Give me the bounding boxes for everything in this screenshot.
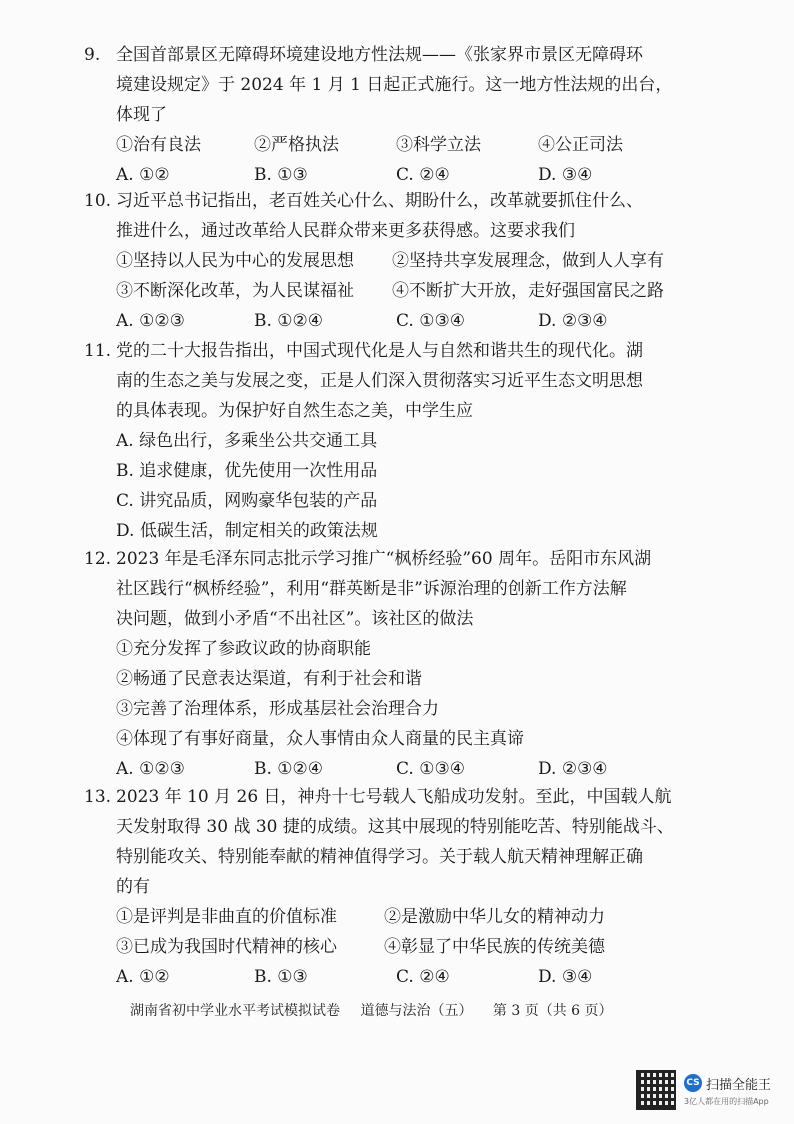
question-stem-line: 决问题，做到小矛盾“不出社区”。该社区的做法 — [116, 609, 474, 629]
choice-b: B. ①③ — [254, 967, 308, 987]
statement: ④彰显了中华民族的传统美德 — [384, 937, 605, 957]
statement: ②坚持共享发展理念，做到人人享有 — [392, 251, 664, 271]
choice-c: C. 讲究品质，网购豪华包装的产品 — [116, 491, 378, 511]
statement: ①坚持以人民为中心的发展思想 — [116, 251, 354, 271]
statement-row — [84, 130, 724, 160]
statement-row — [84, 902, 724, 932]
question-stem-line: 特别能攻关、特别能奉献的精神值得学习。关于载人航天精神理解正确 — [116, 847, 643, 867]
choice-a: A. 绿色出行，多乘坐公共交通工具 — [116, 431, 378, 451]
question-stem-line: 2023 年是毛泽东同志批示学习推广“枫桥经验”60 周年。岳阳市东风湖 — [116, 549, 652, 569]
statement: ④体现了有事好商量，众人事情由众人商量的民主真谛 — [116, 729, 524, 749]
question-number: 10. — [84, 191, 112, 211]
question-number: 9. — [84, 45, 101, 65]
statement: ③科学立法 — [396, 135, 481, 155]
question-stem-line: 天发射取得 30 战 30 捷的成绩。这其中展现的特别能吃苦、特别能战斗、 — [116, 817, 674, 837]
question-stem-line: 的具体表现。为保护好自然生态之美，中学生应 — [116, 401, 473, 421]
page-footer — [130, 1000, 690, 1020]
question-number: 12. — [84, 549, 112, 569]
choice-b: B. ①②④ — [254, 311, 324, 331]
choice-a: A. ①② — [116, 165, 170, 185]
choice-d: D. ②③④ — [538, 759, 608, 779]
question-10 — [84, 186, 724, 336]
statement-row — [84, 276, 724, 306]
question-stem-line: 的有 — [116, 877, 150, 897]
question-stem-line: 推进什么，通过改革给人民群众带来更多获得感。这要求我们 — [116, 221, 575, 241]
page-number: 第 3 页（共 6 页） — [492, 1003, 613, 1019]
scanner-tagline: 3亿人都在用的扫描App — [684, 1097, 769, 1106]
question-stem-line: 境建设规定》于 2024 年 1 月 1 日起正式施行。这一地方性法规的出台， — [116, 75, 673, 95]
choice-a: A. ①② — [116, 967, 170, 987]
camscanner-logo-icon: CS — [684, 1074, 702, 1092]
exam-title: 湖南省初中学业水平考试模拟试卷 — [130, 1003, 340, 1019]
question-stem-line: 社区践行“枫桥经验”，利用“群英断是非”诉源治理的创新工作方法解 — [116, 579, 627, 599]
question-stem-line: 体现了 — [116, 105, 167, 125]
question-9 — [84, 40, 724, 190]
statement-row — [84, 932, 724, 962]
statement: ①是评判是非曲直的价值标准 — [116, 907, 337, 927]
statement: ②严格执法 — [254, 135, 339, 155]
choice-c: C. ②④ — [396, 967, 450, 987]
choice-d: D. ③④ — [538, 165, 593, 185]
choice-d: D. ②③④ — [538, 311, 608, 331]
question-stem-line: 全国首部景区无障碍环境建设地方性法规——《张家界市景区无障碍环 — [116, 45, 643, 65]
question-stem-line: 2023 年 10 月 26 日，神舟十七号载人飞船成功发射。至此，中国载人航 — [116, 787, 672, 807]
choice-b: B. ①③ — [254, 165, 308, 185]
choice-c: C. ①③④ — [396, 311, 465, 331]
statement: ④公正司法 — [538, 135, 623, 155]
statement: ③不断深化改革，为人民谋福祉 — [116, 281, 354, 301]
statement: ②畅通了民意表达渠道，有利于社会和谐 — [116, 669, 422, 689]
statement: ③完善了治理体系，形成基层社会治理合力 — [116, 699, 439, 719]
scanner-watermark — [636, 1070, 786, 1114]
choice-a: A. ①②③ — [116, 311, 185, 331]
statement: ④不断扩大开放，走好强国富民之路 — [392, 281, 664, 301]
choice-row — [84, 306, 724, 336]
question-11 — [84, 336, 724, 546]
question-number: 11. — [84, 341, 112, 361]
statement-row — [84, 246, 724, 276]
qr-code-icon — [636, 1070, 676, 1110]
choice-row — [84, 754, 724, 784]
statement: ①充分发挥了参政议政的协商职能 — [116, 639, 371, 659]
choice-b: B. ①②④ — [254, 759, 324, 779]
question-stem-line: 南的生态之美与发展之变，正是人们深入贯彻落实习近平生态文明思想 — [116, 371, 643, 391]
statement: ①治有良法 — [116, 135, 201, 155]
choice-a: A. ①②③ — [116, 759, 185, 779]
statement: ③已成为我国时代精神的核心 — [116, 937, 337, 957]
question-12 — [84, 544, 724, 784]
choice-b: B. 追求健康，优先使用一次性用品 — [116, 461, 378, 481]
question-number: 13. — [84, 787, 112, 807]
choice-d: D. ③④ — [538, 967, 593, 987]
scanner-app-name: 扫描全能王 — [706, 1078, 772, 1093]
statement: ②是激励中华儿女的精神动力 — [384, 907, 605, 927]
subject-title: 道德与法治（五） — [360, 1003, 473, 1019]
choice-d: D. 低碳生活，制定相关的政策法规 — [116, 521, 378, 541]
choice-c: C. ②④ — [396, 165, 450, 185]
question-stem-line: 党的二十大报告指出，中国式现代化是人与自然和谐共生的现代化。湖 — [116, 341, 643, 361]
question-stem-line: 习近平总书记指出，老百姓关心什么、期盼什么，改革就要抓住什么、 — [116, 191, 643, 211]
choice-c: C. ①③④ — [396, 759, 465, 779]
choice-row — [84, 962, 724, 992]
question-13 — [84, 782, 724, 992]
